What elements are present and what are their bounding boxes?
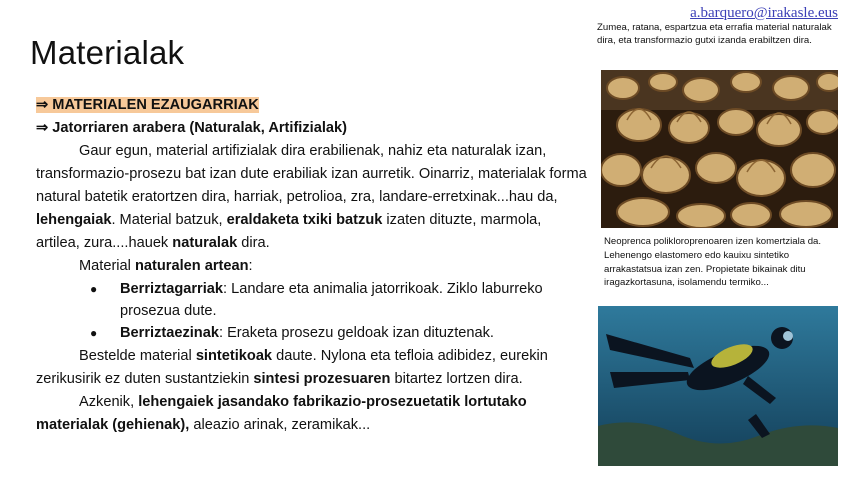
bullet-icon: ● — [90, 326, 98, 340]
list-item: ● Berriztaezinak: Eraketa prosezu geldoak izan dituztenak. — [90, 322, 588, 345]
page-title: Materialak — [30, 34, 185, 71]
email-link[interactable]: a.barquero@irakasle.eus — [690, 5, 838, 21]
list-item: ● Berriztagarriak: Landare eta animalia jatorrikoak. Ziklo laburreko prosezua dute. — [90, 278, 588, 322]
paragraph-final: Azkenik, lehengaiek jasandako fabrikazio-prosezuetatik lortutako materialak (gehienak), aleazio arinak, zeramikak... — [36, 394, 527, 433]
paragraph-synthetic: Bestelde material sintetikoak daute. Nylona eta tefloia adibidez, eurekin zerikusirik ez duten sustantziekin sintesi prozesuaren bitartez lortzen dira. — [36, 348, 548, 387]
section-heading: ⇒ MATERIALEN EZAUGARRIAK — [36, 97, 259, 113]
caption-baskets: Zumea, ratana, espartzua eta errafia material naturalak dira, eta transformazio gutxi izanda erabiltzen dira. — [597, 22, 832, 46]
main-text — [36, 94, 588, 437]
paragraph-natural: Material naturalen artean: — [79, 258, 253, 274]
caption-neoprene: Neoprenca polikloroprenoaren izen komertziala da. Lehenengo elastomero edo kauixu sintetiko arrakastatsua izan zen. Propietate bikainak ditu iragazkortasuna, isolamendu termiko... — [604, 236, 822, 289]
bullet-icon: ● — [90, 282, 98, 296]
basket-photo — [601, 70, 838, 228]
subsection-heading: ⇒ Jatorriaren arabera (Naturalak, Artifizialak) — [36, 120, 347, 136]
diver-photo — [598, 306, 838, 466]
paragraph-intro: Gaur egun, material artifizialak dira erabilienak, nahiz eta naturalak izan, transformazio-prosezu bat izan dute erabiliak izan aurretik. Oinarriz, materialak forma natural batetik eratortzen dira, harriak, petrolioa, zra, landare-erretxinak...hau da, lehengaiak. Material batzuk, eraldaketa txiki batzuk izaten dituzte, marmola, artilea, zura....hauek naturalak dira. — [36, 143, 587, 251]
